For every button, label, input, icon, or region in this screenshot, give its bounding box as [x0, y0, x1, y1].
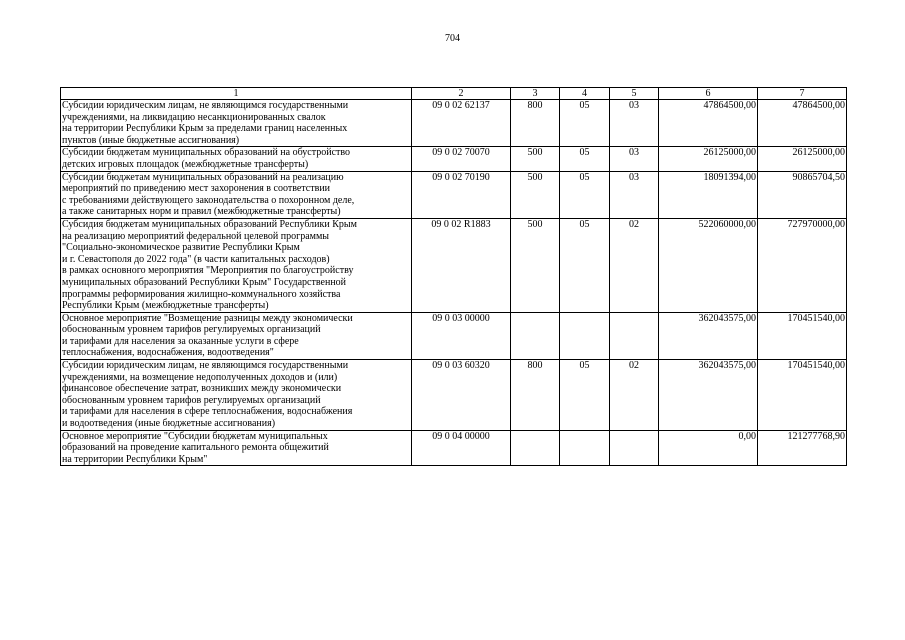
row-expense-type [511, 430, 560, 466]
row-expense-type: 800 [511, 100, 560, 147]
row-subsection [610, 312, 659, 359]
row-subsection: 03 [610, 147, 659, 171]
budget-table [60, 87, 847, 466]
header-col-3: 3 [511, 88, 560, 100]
row-subsection: 03 [610, 171, 659, 218]
header-col-4: 4 [560, 88, 610, 100]
row-amount-7: 170451540,00 [758, 312, 847, 359]
table-row [61, 218, 847, 312]
row-amount-7: 121277768,90 [758, 430, 847, 466]
row-expense-type [511, 312, 560, 359]
row-name: Основное мероприятие "Субсидии бюджетам муниципальных образований на проведение капитального ремонта общежитий на территории Республики Крым" [61, 430, 412, 466]
row-amount-7: 727970000,00 [758, 218, 847, 312]
table-row [61, 171, 847, 218]
header-col-6: 6 [659, 88, 758, 100]
row-name: Субсидии бюджетам муниципальных образований на реализацию мероприятий по приведению мест захоронения в соответствии с требованиями действующего законодательства о похоронном деле, а также санитарных норм и правил (межбюджетные трансферты) [61, 171, 412, 218]
row-section [560, 312, 610, 359]
row-expense-type: 500 [511, 218, 560, 312]
row-name: Субсидии юридическим лицам, не являющимся государственными учреждениями, на возмещение недополученных доходов и (или) финансовое обеспечение затрат, возникших между экономически обоснованным уровнем тарифов регулируемых организаций и тарифами для населения в сфере теплоснабжения, водоснабжения и водоотведения (иные бюджетные ассигнования) [61, 360, 412, 431]
row-amount-6: 522060000,00 [659, 218, 758, 312]
row-expense-type: 500 [511, 147, 560, 171]
row-section: 05 [560, 171, 610, 218]
row-amount-6: 362043575,00 [659, 360, 758, 431]
header-row [61, 88, 847, 100]
row-target-code: 09 0 02 70190 [412, 171, 511, 218]
row-subsection [610, 430, 659, 466]
row-amount-7: 26125000,00 [758, 147, 847, 171]
row-target-code: 09 0 02 70070 [412, 147, 511, 171]
page-number: 704 [445, 33, 460, 44]
row-target-code: 09 0 04 00000 [412, 430, 511, 466]
header-col-7: 7 [758, 88, 847, 100]
row-section: 05 [560, 218, 610, 312]
row-section: 05 [560, 100, 610, 147]
row-name: Субсидии юридическим лицам, не являющимся государственными учреждениями, на ликвидацию несанкционированных свалок на территории Республики Крым за пределами границ населенных пунктов (иные бюджетные ассигнования) [61, 100, 412, 147]
row-section: 05 [560, 147, 610, 171]
header-col-1: 1 [61, 88, 412, 100]
header-col-2: 2 [412, 88, 511, 100]
table-row [61, 430, 847, 466]
row-subsection: 03 [610, 100, 659, 147]
table-row [61, 147, 847, 171]
row-amount-6: 18091394,00 [659, 171, 758, 218]
row-amount-6: 362043575,00 [659, 312, 758, 359]
row-target-code: 09 0 03 60320 [412, 360, 511, 431]
row-expense-type: 800 [511, 360, 560, 431]
row-amount-6: 26125000,00 [659, 147, 758, 171]
table-row [61, 100, 847, 147]
row-target-code: 09 0 02 62137 [412, 100, 511, 147]
row-target-code: 09 0 02 R1883 [412, 218, 511, 312]
row-amount-6: 47864500,00 [659, 100, 758, 147]
row-amount-7: 47864500,00 [758, 100, 847, 147]
row-expense-type: 500 [511, 171, 560, 218]
table-row [61, 360, 847, 431]
row-amount-6: 0,00 [659, 430, 758, 466]
row-amount-7: 170451540,00 [758, 360, 847, 431]
header-col-5: 5 [610, 88, 659, 100]
row-name: Субсидии бюджетам муниципальных образований на обустройство детских игровых площадок (межбюджетные трансферты) [61, 147, 412, 171]
row-name: Основное мероприятие "Возмещение разницы между экономически обоснованным уровнем тарифов регулируемых организаций и тарифами для населения за оказанные услуги в сфере теплоснабжения, водоснабжения, водоотведения" [61, 312, 412, 359]
row-amount-7: 90865704,50 [758, 171, 847, 218]
row-subsection: 02 [610, 360, 659, 431]
row-section [560, 430, 610, 466]
table-row [61, 312, 847, 359]
row-section: 05 [560, 360, 610, 431]
row-target-code: 09 0 03 00000 [412, 312, 511, 359]
row-name: Субсидия бюджетам муниципальных образований Республики Крым на реализацию мероприятий федеральной целевой программы "Социально-экономическое развитие Республики Крым и г. Севастополя до 2022 года" (в части капитальных расходов) в рамках основного мероприятия "Мероприятия по благоустройству муниципальных образований Республики Крым" Государственной программы реформирования жилищно-коммунального хозяйства Республики Крым (межбюджетные трансферты) [61, 218, 412, 312]
row-subsection: 02 [610, 218, 659, 312]
